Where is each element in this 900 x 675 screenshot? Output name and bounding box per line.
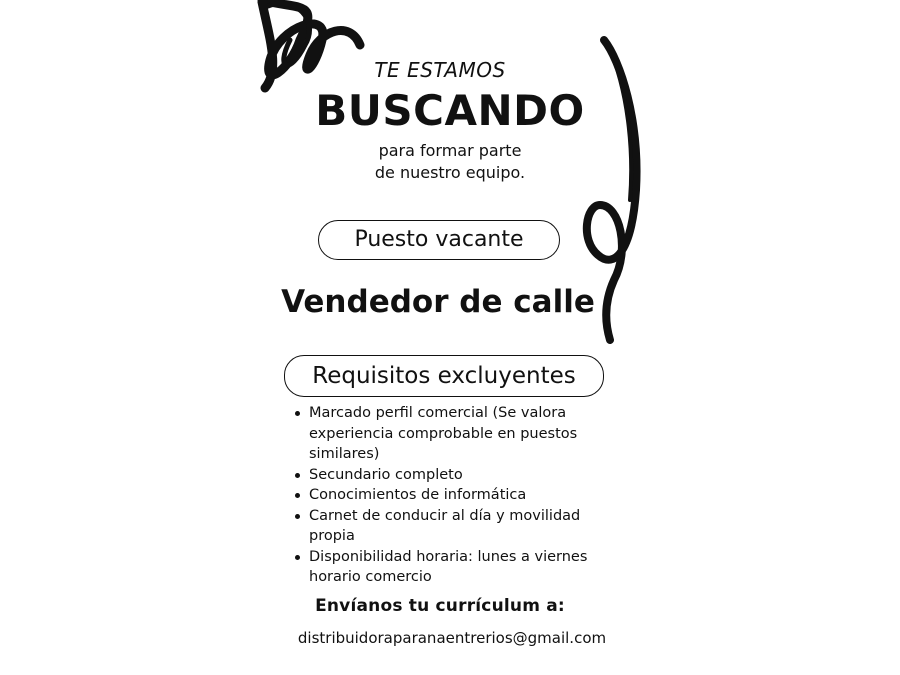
requirement-item: Marcado perfil comercial (Se valora experiencia comprobable en puestos similares) [288,403,588,465]
intro-text [0,140,900,184]
vacancy-label-pill: Puesto vacante [318,220,560,260]
requirements-label-pill: Requisitos excluyentes [284,355,604,397]
contact-email: distribuidoraparanaentrerios@gmail.com [297,629,607,647]
role-title: Vendedor de calle [281,284,595,320]
intro-line-1: para formar parte [378,141,522,160]
requirement-item: Secundario completo [288,465,588,486]
requirement-item: Conocimientos de informática [288,485,588,506]
requirements-list [288,403,588,588]
kicker-text: TE ESTAMOS [374,58,506,82]
intro-line-2: de nuestro equipo. [374,163,526,182]
requirement-item: Disponibilidad horaria: lunes a viernes horario comercio [288,547,588,588]
cta-text: Envíanos tu currículum a: [315,596,565,616]
requirement-item: Carnet de conducir al día y movilidad propia [288,506,588,547]
headline: BUSCANDO [315,86,585,135]
